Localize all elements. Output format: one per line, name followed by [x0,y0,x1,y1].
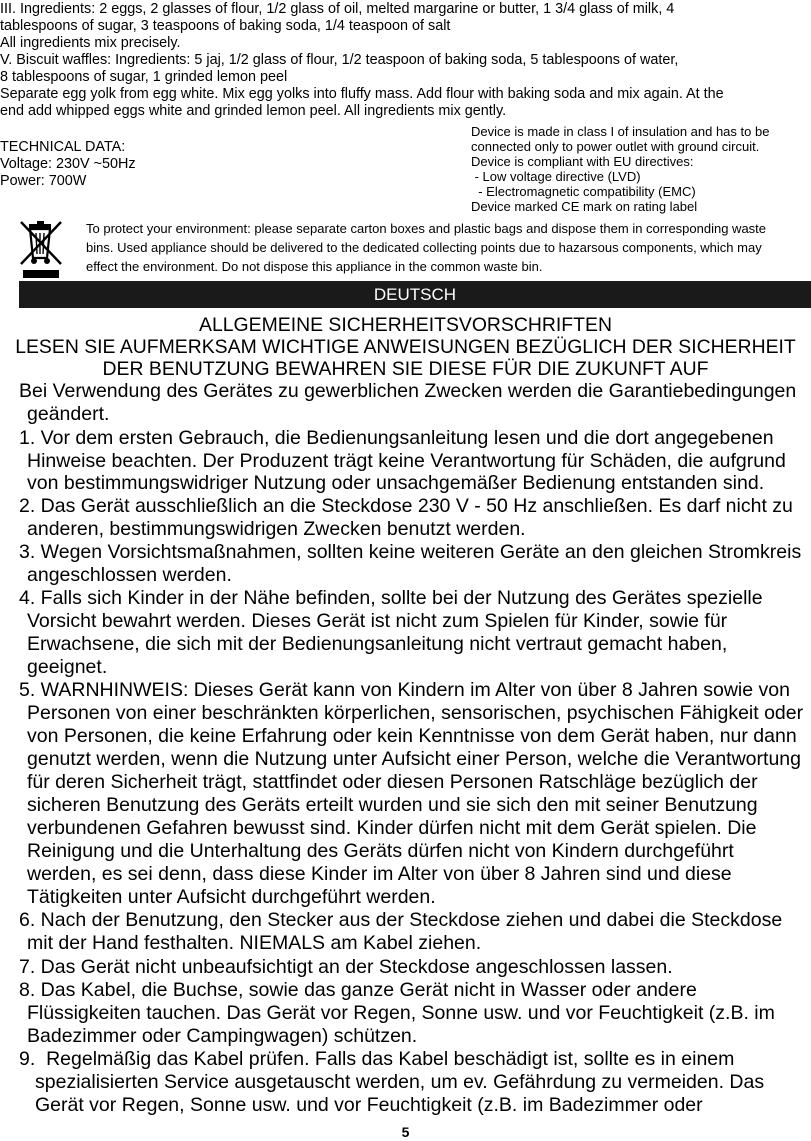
german-text-line: 1. Vor dem ersten Gebrauch, die Bedienungsanleitung lesen und die dort angegebenen [19,427,774,449]
german-text-line: genutzt werden, wenn die Nutzung unter Aufsicht einer Person, welche die Verantwortung [27,748,801,770]
german-text-line: Personen von einer beschränkten körperlichen, sensorischen, psychischen Fähigkeit oder [27,702,804,724]
german-text-line: Tätigkeiten unter Aufsicht durchgeführt werden. [27,886,436,908]
german-text-line: anderen, bestimmungswidrigen Zwecken benutzt werden. [27,518,526,540]
german-text-line: werden, es sei denn, dass diese Kinder im Alter von über 8 Jahren sind und diese [27,863,732,885]
german-text-line: 5. WARNHINWEIS: Dieses Gerät kann von Kindern im Alter von über 8 Jahren sowie von [19,679,790,701]
german-text-line: Vorsicht bewahrt werden. Dieses Gerät ist nicht zum Spielen für Kinder, sowie für [27,610,728,632]
recipe-line: V. Biscuit waffles: Ingredients: 5 jaj, 1/2 glass of flour, 1/2 teaspoon of baking soda, 5 tablespoons of water, [0,52,679,68]
german-text-line: Badezimmer oder Campingwagen) schützen. [27,1025,418,1047]
german-text-line: 9. Regelmäßig das Kabel prüfen. Falls das Kabel beschädigt ist, sollte es in einem [19,1048,735,1070]
german-text-line: geändert. [27,403,110,425]
recipe-line: All ingredients mix precisely. [0,35,181,51]
german-text-line: angeschlossen werden. [27,564,232,586]
german-text-line: 6. Nach der Benutzung, den Stecker aus der Steckdose ziehen und dabei die Steckdose [19,909,783,931]
section-bar-deutsch: DEUTSCH [19,281,811,308]
german-text-line: 3. Wegen Vorsichtsmaßnahmen, sollten keine weiteren Geräte an den gleichen Stromkreis [19,541,802,563]
german-text-line: mit der Hand festhalten. NIEMALS am Kabel ziehen. [27,932,482,954]
german-text-line: von bestimmungswidriger Nutzung oder unsachgemäßer Bedienung entstanden sind. [27,472,765,494]
german-text-line: 7. Das Gerät nicht unbeaufsichtigt an der Steckdose angeschlossen lassen. [19,956,673,978]
recipe-line: tablespoons of sugar, 3 teaspoons of baking soda, 1/4 teaspoon of salt [0,18,451,34]
page-number: 5 [401,1124,410,1140]
german-text-line: spezialisierten Service ausgetauscht werden, um ev. Gefährdung zu vermeiden. Das [35,1071,765,1093]
technical-heading: TECHNICAL DATA: [0,139,126,155]
device-info-line: - Low voltage directive (LVD) [471,169,641,184]
german-text-line: verbundenen Gefahren bewusst sind. Kinder dürfen nicht mit dem Gerät spielen. Die [27,817,757,839]
german-text-line: Flüssigkeiten tauchen. Das Gerät vor Regen, Sonne usw. und vor Feuchtigkeit (z.B. im [27,1002,775,1024]
device-info-line: - Electromagnetic compatibility (EMC) [471,184,696,199]
german-text-line: Bei Verwendung des Gerätes zu gewerblichen Zwecken werden die Garantiebedingungen [19,380,797,402]
german-text-line: Reinigung und die Unterhaltung des Geräts dürfen nicht von Kindern durchgeführt [27,840,734,862]
recipe-line: III. Ingredients: 2 eggs, 2 glasses of flour, 1/2 glass of oil, melted margarine or butter, 1 3/4 glass of milk, 4 [0,1,675,17]
safety-heading-line: DER BENUTZUNG BEWAHREN SIE DIESE FÜR DIE ZUKUNFT AUF [102,358,709,380]
technical-power: Power: 700W [0,173,87,189]
german-text-line: von Personen, die keine Erfahrung oder kein Kenntnisse von dem Gerät haben, nur dann [27,725,797,747]
safety-heading-title: ALLGEMEINE SICHERHEITSVORSCHRIFTEN [199,314,612,336]
german-text-line: Hinweise beachten. Der Produzent trägt keine Verantwortung für Schäden, die aufgrund [27,450,786,472]
environment-line: To protect your environment: please separate carton boxes and plastic bags and dispose them in corresponding waste [86,221,767,236]
safety-heading-line: LESEN SIE AUFMERKSAM WICHTIGE ANWEISUNGEN BEZÜGLICH DER SICHERHEIT [15,336,796,358]
recipe-line: end add whipped eggs white and grinded lemon peel. All ingredients mix gently. [0,103,507,119]
device-info-line: Device marked CE mark on rating label [471,199,698,214]
german-text-line: sicheren Benutzung des Geräts erteilt wurden und sie sich den mit seiner Benutzung [27,794,758,816]
recipe-line: Separate egg yolk from egg white. Mix egg yolks into fluffy mass. Add flour with baking soda and mix again. At the [0,86,724,102]
device-info-line: Device is made in class I of insulation and has to be [471,124,770,139]
technical-voltage: Voltage: 230V ~50Hz [0,156,136,172]
crossed-out-wheelie-bin-icon [17,218,65,278]
recipe-line: 8 tablespoons of sugar, 1 grinded lemon peel [0,69,288,85]
environment-line: bins. Used appliance should be delivered to the dedicated collecting points due to hazarsous components, which may [86,240,762,255]
german-text-line: Gerät vor Regen, Sonne usw. und vor Feuchtigkeit (z.B. im Badezimmer oder [35,1094,703,1116]
environment-line: effect the environment. Do not dispose this appliance in the common waste bin. [86,259,543,274]
device-info-line: Device is compliant with EU directives: [471,154,694,169]
german-text-line: für deren Sicherheit trägt, stattfindet oder diesen Personen Ratschläge bezüglich der [27,771,758,793]
german-text-line: 4. Falls sich Kinder in der Nähe befinden, sollte bei der Nutzung des Gerätes spezielle [19,587,763,609]
german-text-line: 8. Das Kabel, die Buchse, sowie das ganze Gerät nicht in Wasser oder andere [19,979,697,1001]
german-text-line: 2. Das Gerät ausschließlich an die Steckdose 230 V - 50 Hz anschließen. Es darf nicht zu [19,495,793,517]
german-text-line: Erwachsene, die sich mit der Bedienungsanleitung nicht vertraut gemacht haben, [27,633,728,655]
german-text-line: geeignet. [27,656,108,678]
device-info-line: connected only to power outlet with ground circuit. [471,139,760,154]
